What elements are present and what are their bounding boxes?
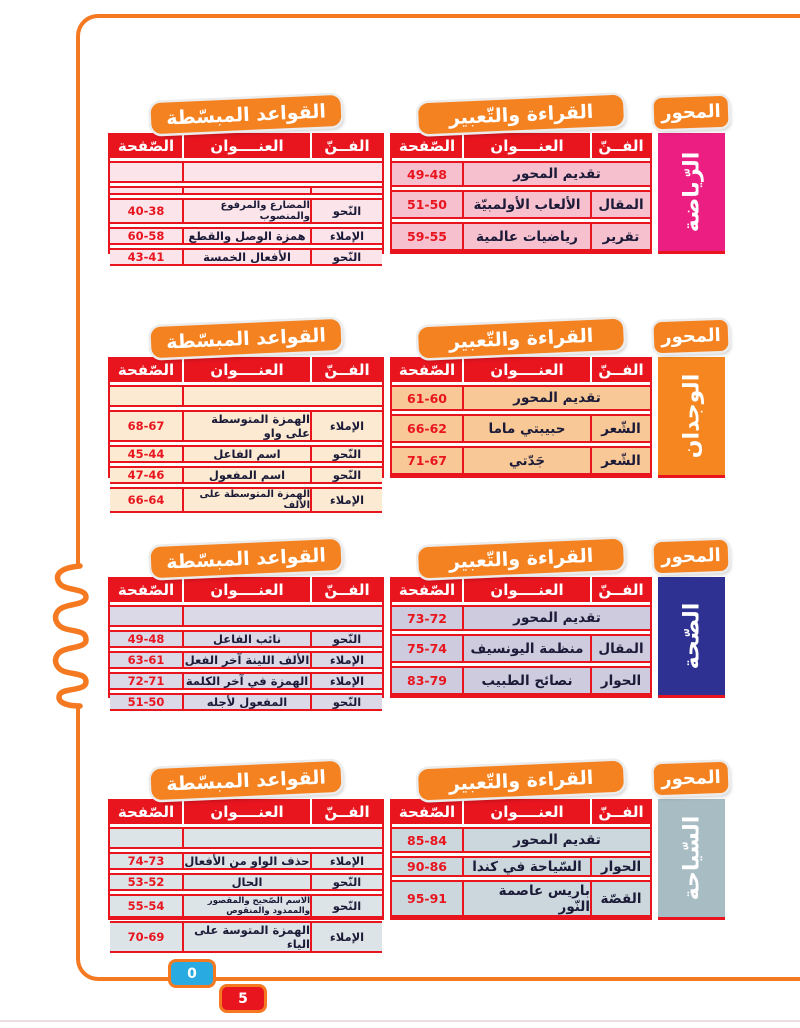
row-pages (110, 188, 184, 193)
row-pages: 59-55 (392, 224, 464, 249)
table-row (392, 446, 650, 475)
row-title: الهمزة المتوسطة على الألف (199, 489, 310, 511)
page-number-badge-blue (168, 959, 216, 988)
grammar-table-header (110, 799, 382, 824)
column-header-genre: الفــنّ (310, 799, 382, 824)
row-pages: 71-67 (392, 448, 464, 473)
column-header-title: العنــــوان (210, 802, 284, 821)
row-pages: 70-69 (110, 923, 184, 951)
column-header-page: الصّفحة (392, 577, 464, 602)
axis-tab-label: المحور (660, 766, 722, 791)
row-pages: 95-91 (392, 882, 464, 915)
row-pages (110, 163, 184, 181)
reading-table-title-tab (418, 95, 624, 135)
axis-name-label: الوجدان (679, 373, 704, 459)
row-title: تقديم المحور (513, 390, 601, 406)
row-title: تقديم المحور (513, 166, 601, 182)
row-genre: الإملاء (310, 653, 382, 667)
grammar-table-block (108, 320, 384, 511)
axis-tab-label: المحور (660, 100, 722, 125)
table-row (392, 414, 650, 443)
table-row (392, 856, 650, 877)
row-pages: 74-73 (110, 854, 184, 868)
grammar-tab-row (108, 320, 384, 360)
row-pages: 66-64 (110, 489, 184, 511)
reading-table-block (390, 540, 652, 698)
row-pages (110, 829, 184, 847)
axis-column (658, 320, 725, 478)
grammar-table-block (108, 540, 384, 709)
reading-rows (392, 824, 650, 917)
border-squiggle-decoration (44, 560, 104, 710)
axis-band (658, 799, 725, 920)
row-title: جَدّتي (508, 452, 546, 469)
reading-table-block (390, 762, 652, 920)
grammar-table-header (110, 577, 382, 602)
reading-table-title: القراءة والتّعبير (448, 324, 594, 353)
reading-tab-row (390, 762, 652, 802)
row-genre: النّحو (310, 632, 382, 646)
row-title: تقديم المحور (513, 832, 601, 848)
row-pages: 53-52 (110, 875, 184, 889)
row-genre: الشّعر (590, 416, 650, 441)
row-genre: تقرير (590, 224, 650, 249)
row-title: الحال (231, 875, 263, 889)
column-header-genre: الفــنّ (590, 799, 650, 824)
table-row (110, 894, 382, 918)
row-title: الهمزة المتوسطة على واو (211, 412, 310, 440)
row-pages: 63-61 (110, 653, 184, 667)
row-genre: الإملاء (310, 412, 382, 440)
row-title: المفعول لأجله (206, 695, 288, 709)
row-genre: الإملاء (310, 674, 382, 688)
reading-table-title-tab (418, 319, 624, 359)
table-row (392, 666, 650, 695)
column-header-page: الصّفحة (110, 799, 184, 824)
column-header-page: الصّفحة (110, 577, 184, 602)
axis-tab (653, 762, 728, 796)
grammar-table-title-tab (150, 95, 341, 134)
axis-column (658, 762, 725, 920)
grammar-table-header (110, 133, 382, 158)
grammar-table-title-tab (150, 761, 341, 800)
row-pages: 72-71 (110, 674, 184, 688)
row-genre: الشّعر (590, 448, 650, 473)
row-pages: 75-74 (392, 636, 464, 661)
column-header-title: العنــــوان (210, 580, 284, 599)
page-number-blue-value: 0 (187, 965, 197, 982)
reading-tab-row (390, 96, 652, 136)
reading-tab-row (390, 540, 652, 580)
column-header-genre: الفــنّ (590, 133, 650, 158)
table-row (110, 605, 382, 627)
table-row (392, 385, 650, 411)
row-title: همزة الوصل والقطع (188, 229, 306, 243)
row-title: الأفعال الخمسة (203, 250, 291, 264)
row-pages (110, 607, 184, 625)
reading-rows (392, 602, 650, 695)
row-title: الهمزة المتوسة على الياء (194, 923, 310, 951)
row-title: نائب الفاعل (212, 632, 282, 646)
grammar-table-title: القواعد المبسّطة (165, 324, 327, 353)
table-row (110, 921, 382, 953)
grammar-table-block (108, 96, 384, 264)
row-title: رياضيات عالمية (476, 228, 578, 245)
row-pages: 49-48 (392, 163, 464, 185)
reading-table (390, 577, 652, 698)
grammar-table (108, 133, 384, 264)
row-pages: 61-60 (392, 387, 464, 409)
axis-name-label: الصّحة (679, 602, 704, 670)
column-header-title: العنــــوان (210, 360, 284, 379)
grammar-table-title: القواعد المبسّطة (165, 544, 327, 573)
row-genre: النّحو (310, 250, 382, 264)
row-title: الألف اللينة آخر الفعل (184, 653, 310, 667)
table-row (110, 161, 382, 183)
row-title: السّياحة في كندا (472, 858, 582, 875)
row-pages: 85-84 (392, 829, 464, 851)
row-genre: الإملاء (310, 854, 382, 868)
row-title (184, 163, 382, 181)
unit-section (108, 540, 725, 709)
table-row (110, 385, 382, 407)
reading-tab-row (390, 320, 652, 360)
table-row (110, 852, 382, 870)
row-pages (110, 387, 184, 405)
axis-tab (653, 320, 728, 354)
table-row (110, 186, 382, 195)
grammar-table (108, 799, 384, 951)
grammar-table (108, 577, 384, 709)
axis-name-label: السّياحة (679, 815, 704, 901)
grammar-table-header (110, 357, 382, 382)
table-row (392, 827, 650, 853)
row-pages: 60-58 (110, 229, 184, 243)
row-title: نصائح الطبيب (481, 672, 573, 689)
table-row (110, 198, 382, 224)
reading-table-block (390, 96, 652, 254)
row-title (184, 607, 382, 625)
reading-table (390, 357, 652, 478)
row-genre: النّحو (310, 896, 382, 916)
reading-table-header (392, 357, 650, 382)
row-genre: الحوار (590, 858, 650, 875)
column-header-genre: الفــنّ (590, 577, 650, 602)
grammar-rows (110, 158, 382, 264)
row-title: اسم الفاعل (213, 447, 281, 461)
row-title: باريس عاصمة النّور (498, 882, 590, 915)
row-title: منظمة اليونسيف (470, 640, 584, 657)
table-row (110, 630, 382, 648)
row-genre: الإملاء (310, 229, 382, 243)
row-pages: 90-86 (392, 858, 464, 875)
row-pages: 47-46 (110, 468, 184, 482)
row-pages: 40-38 (110, 200, 184, 222)
row-genre: الإملاء (310, 489, 382, 511)
reading-table-block (390, 320, 652, 478)
axis-column (658, 540, 725, 698)
row-title: حبيبتي ماما (488, 420, 566, 437)
table-row (110, 248, 382, 266)
grammar-rows (110, 824, 382, 951)
column-header-title: العنــــوان (210, 136, 284, 155)
row-title: حذف الواو من الأفعال (184, 854, 310, 868)
row-title: الهمزة في آخر الكلمة (185, 674, 309, 688)
page-number-red-value: 5 (238, 990, 248, 1007)
table-row (110, 651, 382, 669)
column-header-page: الصّفحة (392, 133, 464, 158)
axis-tab (653, 540, 728, 574)
column-header-title: العنــــوان (490, 802, 564, 821)
table-row (392, 880, 650, 917)
row-pages: 49-48 (110, 632, 184, 646)
row-genre: النّحو (310, 695, 382, 709)
axis-band (658, 357, 725, 478)
table-row (392, 634, 650, 663)
row-pages: 68-67 (110, 412, 184, 440)
table-row (110, 410, 382, 442)
axis-tab-label: المحور (660, 324, 722, 349)
row-genre: المقال (590, 636, 650, 661)
unit-section (108, 96, 725, 264)
table-row (110, 693, 382, 711)
column-header-page: الصّفحة (110, 357, 184, 382)
grammar-rows (110, 602, 382, 709)
axis-band (658, 133, 725, 254)
table-row (392, 222, 650, 251)
axis-name-label: الرّياضة (679, 151, 704, 233)
column-header-genre: الفــنّ (310, 357, 382, 382)
axis-tab (653, 96, 728, 130)
row-pages: 66-62 (392, 416, 464, 441)
row-genre: النّحو (310, 200, 382, 222)
reading-table-title-tab (418, 539, 624, 579)
row-genre (310, 188, 382, 193)
table-row (392, 605, 650, 631)
reading-table (390, 799, 652, 920)
column-header-genre: الفــنّ (310, 133, 382, 158)
row-pages: 51-50 (110, 695, 184, 709)
reading-table-title: القراءة والتّعبير (448, 544, 594, 573)
row-pages: 45-44 (110, 447, 184, 461)
column-header-genre: الفــنّ (310, 577, 382, 602)
row-title: الألعاب الأولمبيّة (473, 196, 581, 213)
row-genre: النّحو (310, 875, 382, 889)
grammar-table-title: القواعد المبسّطة (165, 766, 327, 795)
row-title (184, 829, 382, 847)
table-row (110, 445, 382, 463)
column-header-title: العنــــوان (490, 360, 564, 379)
row-genre: القصّة (590, 882, 650, 915)
row-pages: 43-41 (110, 250, 184, 264)
reading-table-header (392, 133, 650, 158)
grammar-table (108, 357, 384, 511)
reading-table-title: القراءة والتّعبير (448, 100, 594, 129)
column-header-page: الصّفحة (110, 133, 184, 158)
row-genre: النّحو (310, 468, 382, 482)
row-title (184, 188, 310, 193)
row-pages: 51-50 (392, 192, 464, 217)
row-title (184, 387, 382, 405)
table-row (392, 190, 650, 219)
row-genre: المقال (590, 192, 650, 217)
grammar-tab-row (108, 96, 384, 136)
grammar-tab-row (108, 540, 384, 580)
grammar-table-block (108, 762, 384, 951)
column-header-title: العنــــوان (490, 580, 564, 599)
reading-table-title: القراءة والتّعبير (448, 766, 594, 795)
grammar-table-title-tab (150, 539, 341, 578)
column-header-genre: الفــنّ (590, 357, 650, 382)
row-title: الاسم الصّحيح والمقصور والممدود والمنقوص (207, 896, 310, 916)
unit-section (108, 320, 725, 511)
grammar-tab-row (108, 762, 384, 802)
reading-rows (392, 382, 650, 475)
row-title: تقديم المحور (513, 610, 601, 626)
row-pages: 83-79 (392, 668, 464, 693)
table-row (110, 827, 382, 849)
row-pages: 73-72 (392, 607, 464, 629)
reading-table-header (392, 799, 650, 824)
table-row (110, 466, 382, 484)
row-title: اسم المفعول (208, 468, 286, 482)
table-row (110, 873, 382, 891)
axis-column (658, 96, 725, 254)
table-row (392, 161, 650, 187)
column-header-page: الصّفحة (392, 799, 464, 824)
page-number-badge-red (219, 984, 267, 1013)
axis-tab-label: المحور (660, 544, 722, 569)
grammar-table-title: القواعد المبسّطة (165, 100, 327, 129)
grammar-rows (110, 382, 382, 511)
table-row (110, 672, 382, 690)
reading-table-title-tab (418, 761, 624, 801)
reading-table (390, 133, 652, 254)
row-genre: الحوار (590, 668, 650, 693)
column-header-page: الصّفحة (392, 357, 464, 382)
table-row (110, 227, 382, 245)
table-row (110, 487, 382, 513)
grammar-table-title-tab (150, 319, 341, 358)
axis-band (658, 577, 725, 698)
reading-rows (392, 158, 650, 251)
row-genre: النّحو (310, 447, 382, 461)
row-title: المضارع والمرفوع والمنصوب (220, 200, 310, 222)
column-header-title: العنــــوان (490, 136, 564, 155)
page-bottom-edge (0, 1020, 800, 1022)
reading-table-header (392, 577, 650, 602)
unit-section (108, 762, 725, 951)
row-genre: الإملاء (310, 923, 382, 951)
row-pages: 55-54 (110, 896, 184, 916)
